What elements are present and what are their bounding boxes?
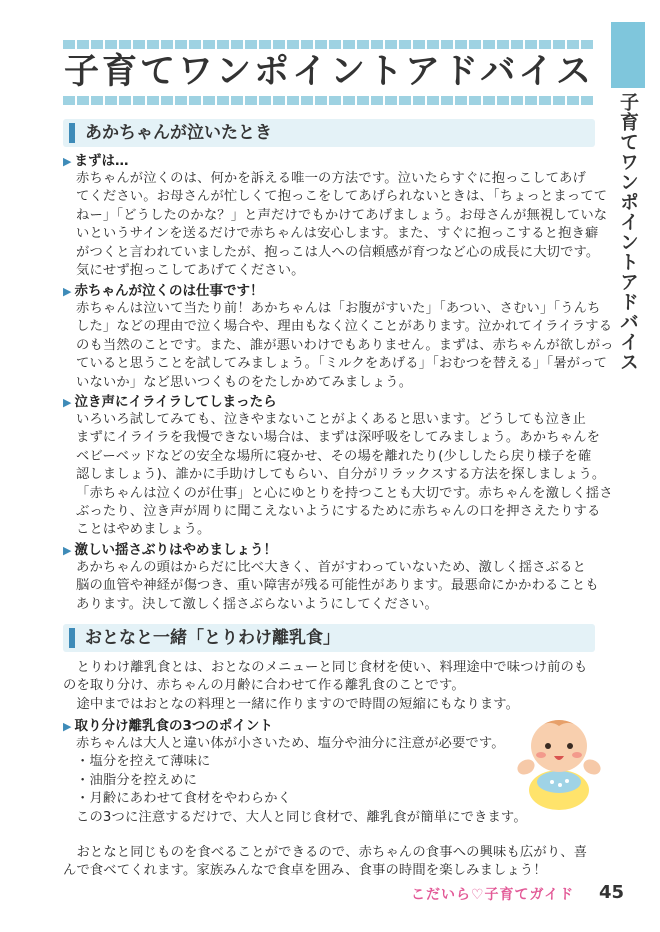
text-line: とりわけ離乳食とは、おとなのメニューと同じ食材を使い、料理途中で味つけ前のも [63, 660, 588, 675]
text-line: この3つに注意するだけで、大人と同じ食材で、離乳食が簡単にできます。 [76, 809, 527, 825]
text-line: した」などの理由で泣く場合や、理由もなく泣くことがあります。泣かれてイライラする [76, 319, 613, 335]
side-label: 子育てワンポイントアドバイス [617, 92, 639, 372]
text-line: ねー」「どうしたのかな？」と声だけでもかけてあげましょう。お母さんが無視していな [76, 207, 608, 223]
triangle-bullet-icon: ▶ [63, 285, 72, 298]
paragraph-closing [63, 844, 595, 881]
text-line: あかちゃんの頭はからだに比べ大きく、首がすわっていないため、激しく揺さぶると [76, 560, 587, 575]
subhead-crying-is-work [63, 282, 263, 301]
text-line: んで食べてくれます。家族みんなで食卓を囲み、食事の時間を楽しみましょう！ [63, 863, 547, 879]
subhead-text: まずは… [74, 153, 129, 169]
section-bar [69, 123, 75, 143]
triangle-bullet-icon: ▶ [63, 396, 72, 409]
paragraph-crying-is-work [76, 300, 614, 392]
triangle-bullet-icon: ▶ [63, 720, 72, 733]
text-line: あります。決して激しく揺さぶらないようにしてください。 [76, 596, 439, 612]
text-line: のを取り分け、赤ちゃんの月齢に合わせて作る離乳食のことです。 [63, 678, 465, 694]
section-title: おとなと一緒「とりわけ離乳食」 [85, 628, 340, 648]
subhead-first [63, 152, 128, 171]
page-number: 45 [599, 882, 625, 903]
subhead-text: 取り分け離乳食の3つのポイント [74, 718, 273, 734]
subhead-three-points [63, 717, 273, 736]
guide-brand-logo: こだいら♡子育てガイド [411, 887, 575, 903]
text-line: 赤ちゃんが泣くのは、何かを訴える唯一の方法です。泣いたらすぐに抱っこしてあげ [76, 171, 586, 186]
subhead-text: 泣き声にイライラしてしまったら [74, 394, 277, 410]
text-line: ぶったり、泣き声が周りに聞こえないようにするために赤ちゃんの口を押さえたりする [76, 504, 601, 520]
text-line: 赤ちゃんは大人と違い体が小さいため、塩分や油分に注意が必要です。 [76, 736, 505, 751]
text-line: 途中まではおとなの料理と一緒に作りますので時間の短縮にもなります。 [63, 696, 520, 712]
text-line: ・塩分を控えて薄味に [76, 754, 211, 770]
title-stripe-bottom [63, 96, 595, 105]
text-line: 気にせず抱っこしてあげてください。 [76, 263, 305, 279]
text-line: 脳の血管や神経が傷つき、重い障害が残る可能性があります。最悪命にかかわることも [76, 578, 599, 594]
paragraph-first [76, 170, 608, 280]
text-line: がつくと言われていましたが、抱っこは人への信頼感が育つなど心の成長に大切です。 [76, 244, 600, 260]
subhead-text: 赤ちゃんが泣くのは仕事です！ [74, 283, 264, 299]
text-line: ていると思うことを試してみましょう。「ミルクをあげる」「おむつを替える」「暑がって [76, 356, 608, 372]
section-title: あかちゃんが泣いたとき [85, 123, 272, 143]
paragraph-frustration [76, 411, 613, 540]
section-bar [69, 628, 75, 648]
text-line: てください。お母さんが忙しくて抱っこをしてあげられないときは、「ちょっとまってて [76, 189, 608, 205]
subhead-text: 激しい揺さぶりはやめましょう！ [74, 542, 277, 558]
paragraph-shaking [76, 559, 599, 614]
text-line: いろいろ試してみても、泣きやまないことがよくあると思います。どうしても泣き止 [76, 412, 586, 427]
text-line: ベビーベッドなどの安全な場所に寝かせ、その場を離れたり(少ししたら戻り様子を確 [76, 448, 592, 464]
section-header-weaning-food [63, 624, 595, 652]
subhead-frustration [63, 393, 277, 412]
text-line: いないか」など思いつくものをたしかめてみましょう。 [76, 374, 413, 390]
text-line: 「赤ちゃんは泣くのが仕事」と心にゆとりを持つことも大切です。赤ちゃんを激しく揺さ [76, 485, 613, 501]
page-title: 子育てワンポイントアドバイス [64, 52, 594, 92]
text-line: ・月齢にあわせて食材をやわらかく [76, 791, 292, 807]
paragraph-three-points [76, 735, 527, 827]
subhead-shaking [63, 541, 277, 560]
paragraph-weaning-intro [63, 659, 595, 714]
text-line: まずにイライラを我慢できない場合は、まずは深呼吸をしてみましょう。あかちゃんを [76, 430, 601, 446]
text-line: いというサインを送るだけで赤ちゃんは安心します。また、すぐに抱っこすると抱き癖 [76, 226, 599, 242]
text-line: おとなと同じものを食べることができるので、赤ちゃんの食事への興味も広がり、喜 [63, 845, 588, 860]
text-line: ことはやめましょう。 [76, 522, 211, 538]
text-line: 認しましょう)、誰かに手助けしてもらい、自分がリラックスする方法を探しましょう。 [76, 467, 606, 483]
triangle-bullet-icon: ▶ [63, 155, 72, 168]
text-line: 赤ちゃんは泣いて当たり前！あかちゃんは「お腹がすいた」「あつい、さむい」「うんち [76, 301, 601, 316]
title-stripe-top [63, 40, 595, 49]
baby-illustration-icon [514, 712, 604, 812]
triangle-bullet-icon: ▶ [63, 544, 72, 557]
text-line: のも当然のことです。また、誰が悪いわけでもありません。まずは、赤ちゃんが欲しがっ [76, 337, 614, 353]
section-header-crying [63, 119, 595, 147]
side-tab [611, 22, 645, 88]
text-line: ・油脂分を控えめに [76, 772, 198, 788]
